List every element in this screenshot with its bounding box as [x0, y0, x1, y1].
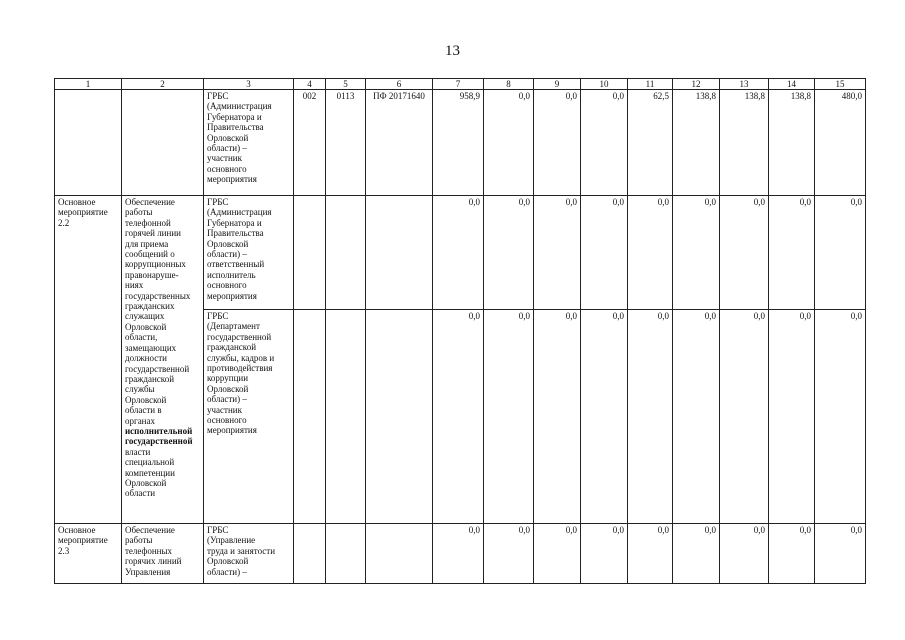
value-cell: 0,0 — [433, 196, 484, 310]
event-description-text: власти специальной компетенции Орловской области — [125, 446, 175, 499]
header-cell: 13 — [720, 79, 769, 90]
value-cell: 138,8 — [769, 90, 815, 196]
program-table — [54, 78, 866, 584]
value-cell: 0,0 — [534, 524, 581, 584]
value-cell: 0,0 — [628, 310, 673, 524]
header-cell: 14 — [769, 79, 815, 90]
table-header-row — [55, 79, 866, 90]
value-cell: 480,0 — [815, 90, 866, 196]
event-description-empty — [122, 90, 204, 196]
value-cell: 0,0 — [534, 196, 581, 310]
target-article-cell — [366, 310, 433, 524]
header-cell: 10 — [581, 79, 628, 90]
value-cell: 0,0 — [673, 196, 720, 310]
value-cell: 0,0 — [484, 310, 534, 524]
value-cell: 0,0 — [628, 524, 673, 584]
value-cell: 0,0 — [581, 90, 628, 196]
grbs-cell: ГРБС (Администрация Губернатора и Правительства Орловской области) – участник основного мероприятия — [204, 90, 294, 196]
table-row — [55, 524, 866, 584]
event-description-bold-text: исполнительной государственной — [125, 425, 193, 447]
value-cell: 62,5 — [628, 90, 673, 196]
code-cell — [294, 524, 326, 584]
value-cell: 0,0 — [581, 524, 628, 584]
value-cell: 0,0 — [433, 524, 484, 584]
code-cell — [294, 310, 326, 524]
value-cell: 0,0 — [433, 310, 484, 524]
value-cell: 0,0 — [484, 196, 534, 310]
value-cell: 0,0 — [815, 196, 866, 310]
value-cell: 0,0 — [484, 524, 534, 584]
header-cell: 8 — [484, 79, 534, 90]
header-cell: 5 — [326, 79, 366, 90]
value-cell: 0,0 — [534, 310, 581, 524]
event-description-text: Обеспечение работы телефонной горячей линии для приема сообщений о коррупционных правонаруше- ниях государственных гражданских служащих Орловской области, замещающих должности государственной гражданской службы Орловской области в органах — [125, 197, 191, 426]
value-cell: 0,0 — [581, 196, 628, 310]
value-cell: 138,8 — [720, 90, 769, 196]
value-cell: 0,0 — [720, 196, 769, 310]
value-cell: 0,0 — [769, 524, 815, 584]
section-cell — [326, 196, 366, 310]
target-article-cell — [366, 524, 433, 584]
event-number-cell: Основное мероприятие 2.2 — [55, 196, 122, 524]
header-cell: 6 — [366, 79, 433, 90]
page-number: 13 — [445, 43, 460, 59]
header-cell: 2 — [122, 79, 204, 90]
value-cell: 0,0 — [581, 310, 628, 524]
section-cell — [326, 524, 366, 584]
header-cell: 15 — [815, 79, 866, 90]
value-cell: 138,8 — [673, 90, 720, 196]
header-cell: 4 — [294, 79, 326, 90]
code-cell: 002 — [294, 90, 326, 196]
value-cell: 0,0 — [673, 524, 720, 584]
header-cell: 12 — [673, 79, 720, 90]
target-article-cell — [366, 196, 433, 310]
value-cell: 0,0 — [673, 310, 720, 524]
value-cell: 0,0 — [815, 310, 866, 524]
value-cell: 0,0 — [534, 90, 581, 196]
header-cell: 11 — [628, 79, 673, 90]
value-cell: 958,9 — [433, 90, 484, 196]
value-cell: 0,0 — [815, 524, 866, 584]
table-row — [55, 90, 866, 196]
event-cell-empty — [55, 90, 122, 196]
section-cell — [326, 310, 366, 524]
event-number-cell: Основное мероприятие 2.3 — [55, 524, 122, 584]
grbs-cell: ГРБС (Департамент государственной гражданской службы, кадров и противодействия коррупции Орловской области) – участник основного мероприятия — [204, 310, 294, 524]
header-cell: 7 — [433, 79, 484, 90]
section-cell: 0113 — [326, 90, 366, 196]
value-cell: 0,0 — [769, 196, 815, 310]
value-cell: 0,0 — [720, 310, 769, 524]
header-cell: 9 — [534, 79, 581, 90]
table-row — [55, 196, 866, 310]
event-description-cell: Обеспечение работы телефонных горячих линий Управления — [122, 524, 204, 584]
value-cell: 0,0 — [628, 196, 673, 310]
value-cell: 0,0 — [720, 524, 769, 584]
header-cell: 1 — [55, 79, 122, 90]
header-cell: 3 — [204, 79, 294, 90]
grbs-cell: ГРБС (Администрация Губернатора и Правительства Орловской области) – ответственный исполнитель основного мероприятия — [204, 196, 294, 310]
value-cell: 0,0 — [769, 310, 815, 524]
grbs-cell: ГРБС (Управление труда и занятости Орловской области) – — [204, 524, 294, 584]
value-cell: 0,0 — [484, 90, 534, 196]
code-cell — [294, 196, 326, 310]
event-description-cell — [122, 196, 204, 524]
target-article-cell: ПФ 20171640 — [366, 90, 433, 196]
